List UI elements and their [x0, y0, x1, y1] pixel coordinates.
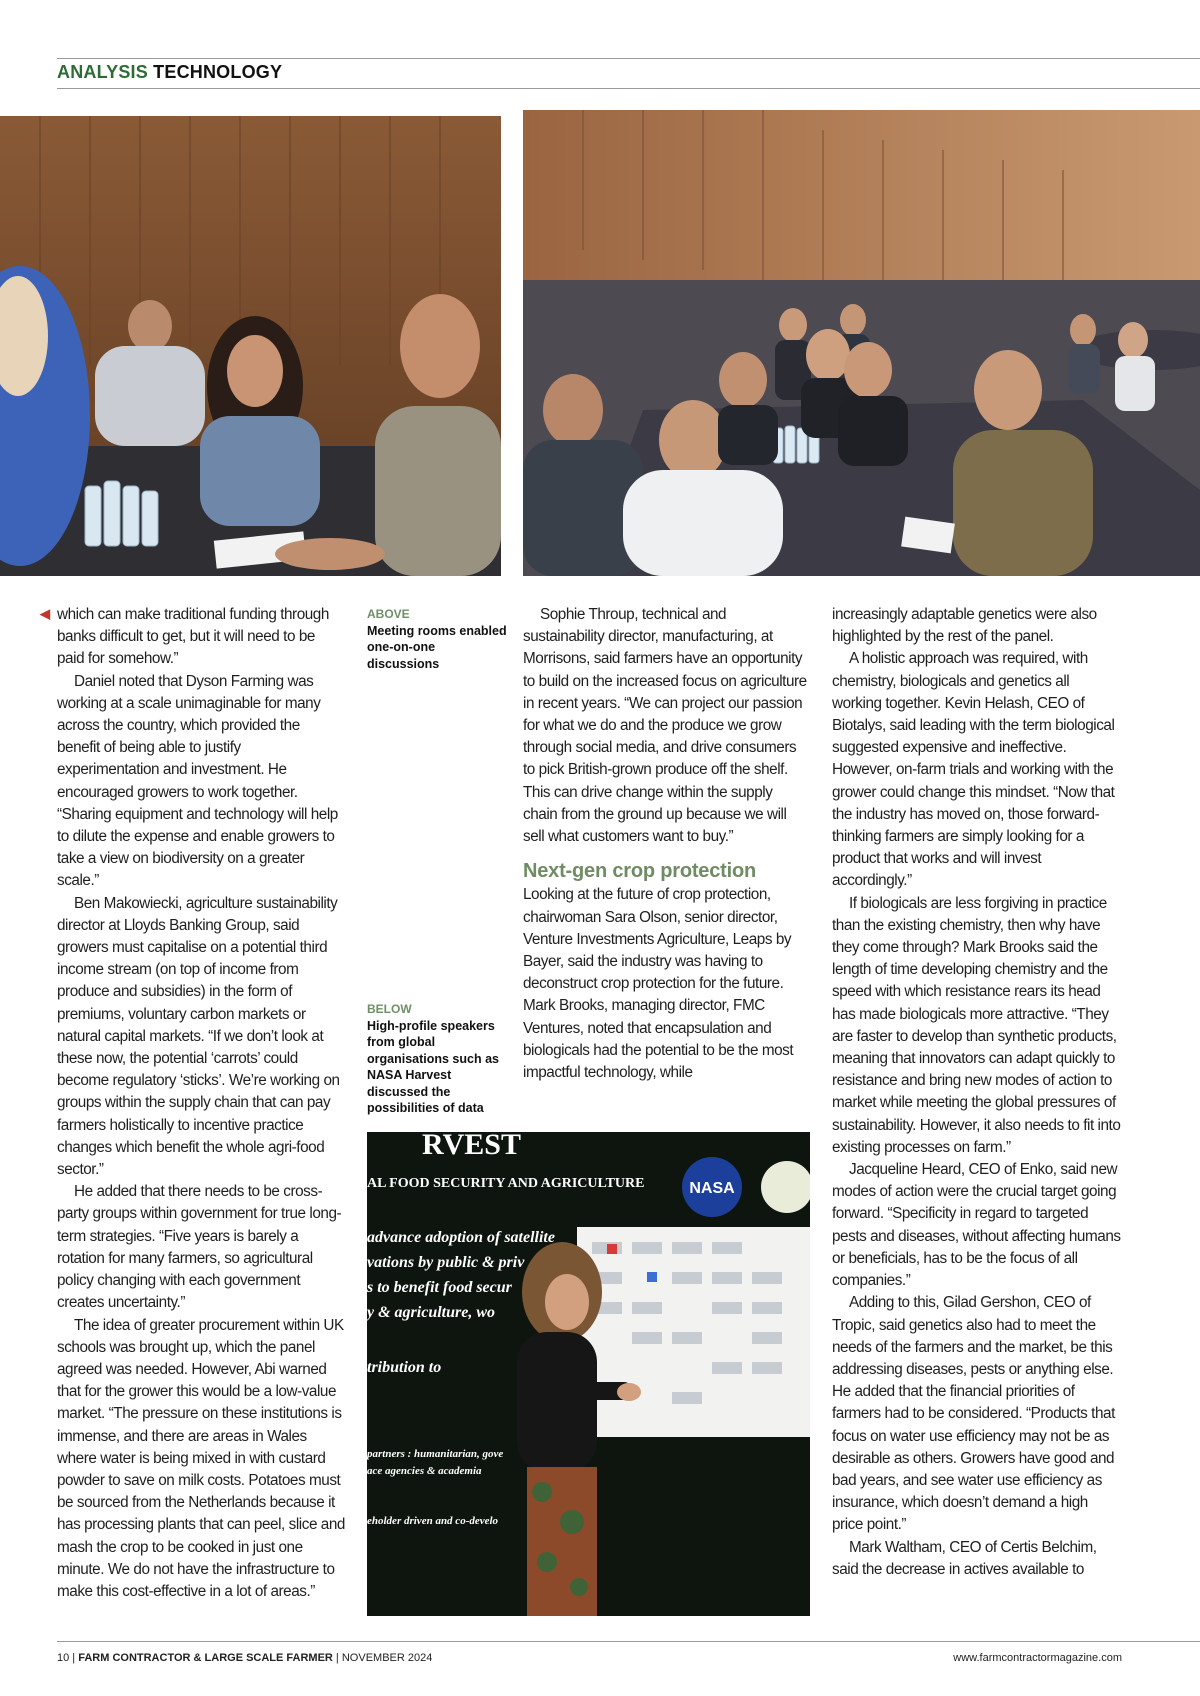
- issue-date: NOVEMBER 2024: [341, 1652, 433, 1664]
- section-header: [57, 62, 282, 83]
- continuation-arrow-icon: ◀: [40, 606, 50, 621]
- photo-meeting-room: [523, 110, 1200, 576]
- paragraph: Jacqueline Heard, CEO of Enko, said new modes of action were the crucial target going forward. “Specificity in regard to targeted pests and diseases, without affecting humans or beneficials, has to be the focus of all companies.”: [832, 1161, 1121, 1290]
- slide-text-line: vations by public & priv: [367, 1254, 525, 1271]
- photo-nasa-harvest-speaker-image: [367, 1132, 810, 1616]
- footer-publication-info: 10 | FARM CONTRACTOR & LARGE SCALE FARMER | NOVEMBER 2024: [57, 1652, 433, 1664]
- paragraph: A holistic approach was required, with chemistry, biologicals and genetics all working together. Kevin Helash, CEO of Biotalys, said leading with the term biological suggested expensive and ineffective. However, on-farm trials and working with the grower could change this mindset. “Now that the industry has moved on, those forward-thinking farmers are simply looking for a product that works and will invest accordingly.”: [832, 650, 1115, 890]
- caption-text: High-profile speakers from global organisations such as NASA Harvest discussed the possibilities of data: [367, 1018, 499, 1115]
- slide-text-line: eholder driven and co-develo: [367, 1515, 499, 1527]
- slide-text-line: y & agriculture, wo: [367, 1304, 496, 1321]
- paragraph: Adding to this, Gilad Gershon, CEO of Tropic, said genetics also had to meet the needs of the farmers and the market, be this addressing diseases, pests or anything else. He added that the financial priorities of farmers had to be considered. “Products that focus on water use efficiency may not be as desirable as others. Growers have good and bad years, and see water use efficiency as insurance, which doesn’t demand a high price point.”: [832, 1294, 1115, 1534]
- slide-text-line: ace agencies & academia: [367, 1465, 482, 1477]
- subheading: Next-gen crop protection: [523, 860, 756, 883]
- header-top-rule: [57, 58, 1200, 59]
- paragraph: Mark Waltham, CEO of Certis Belchim, said the decrease in actives available to: [832, 1538, 1097, 1578]
- article-column-4: [832, 604, 1122, 1581]
- caption-label: BELOW: [367, 1002, 412, 1016]
- footer-rule: [57, 1641, 1200, 1642]
- paragraph: Daniel noted that Dyson Farming was working at a scale unimaginable for many across the country, which provided the benefit of being able to justify experimentation and investment. He encouraged growers to work together. “Sharing equipment and technology will help to dilute the expense and enable growers to take a view on biodiversity on a greater scale.”: [57, 672, 338, 890]
- footer-website: www.farmcontractormagazine.com: [953, 1652, 1122, 1664]
- publication-name: FARM CONTRACTOR & LARGE SCALE FARMER: [78, 1652, 333, 1664]
- paragraph: Looking at the future of crop protection, chairwoman Sara Olson, senior director, Venture Investments Agriculture, Leaps by Bayer, said the industry was having to deconstruct crop protection for the future. Mark Brooks, managing director, FMC Ventures, noted that encapsulation and biologicals had the potential to be the most impactful technology, while: [523, 886, 794, 1082]
- slide-text-line: tribution to: [367, 1359, 442, 1376]
- slide-text-line: partners : humanitarian, gove: [367, 1448, 504, 1460]
- article-column-1: [57, 604, 345, 1603]
- page-number: 10: [57, 1652, 70, 1664]
- slide-text-line: s to benefit food secur: [367, 1279, 512, 1296]
- paragraph: Sophie Throup, technical and sustainability director, manufacturing, at Morrisons, said farmers have an opportunity to build on the increased focus on agriculture in recent years. “We can project our passion for what we do and the produce we grow through social media, and drive consumers to pick British-grown produce off the shelf. This can drive change within the supply chain from the ground up because we will sell what customers want to buy.”: [523, 606, 807, 846]
- caption-above: [367, 606, 507, 672]
- section-label: ANALYSIS: [57, 62, 148, 82]
- paragraph: If biologicals are less forgiving in practice than the existing chemistry, then why have they come through? Mark Brooks said the length of time developing chemistry and the speed with which resistance rears its head has made biologicals more attractive. “They are faster to develop than synthetic products, meaning that innovators can adapt quickly to resistance and bring new modes of action to market while meeting the global pressures of sustainability. However, it also needs to fit into existing processes on farm.”: [832, 894, 1121, 1156]
- paragraph: The idea of greater procurement within UK schools was brought up, which the panel agreed was needed. However, Abi warned that for the grower this would be a low-value market. “The pressure on these institutions is immense, and there are areas in Wales where water is being mixed in with custard powder to save on milk costs. Potatoes must be sourced from the Netherlands because it has processing plants that can peel, slice and mash the crop to be cooked in just one minute. We do not have the infrastructure to make this cost-effective in a lot of areas.”: [57, 1316, 345, 1600]
- caption-text: Meeting rooms enabled one-on-one discussions: [367, 623, 507, 671]
- paragraph: increasingly adaptable genetics were also highlighted by the rest of the panel.: [832, 606, 1097, 646]
- paragraph: Ben Makowiecki, agriculture sustainability director at Lloyds Banking Group, said growers must capitalise on a potential third income stream (on top of income from produce and subsidies) in the form of premiums, voluntary carbon markets or natural capital markets. “If we don’t look at these now, the potential ‘carrots’ could become regulatory ‘sticks’. We’re working on groups within the supply chain that can pay farmers holistically to incentive practice changes which benefit the whole agri-food sector.”: [57, 894, 340, 1179]
- photo-delegates-closeup-image: [0, 116, 501, 576]
- slide-subtitle-text: AL FOOD SECURITY AND AGRICULTURE: [367, 1176, 645, 1191]
- header-bottom-rule: [57, 88, 1200, 89]
- paragraph: which can make traditional funding through banks difficult to get, but it will need to be paid for somehow.”: [57, 606, 329, 668]
- slide-title-text: RVEST: [422, 1132, 521, 1161]
- slide-text-line: advance adoption of satellite: [367, 1229, 555, 1246]
- caption-label: ABOVE: [367, 607, 410, 621]
- photo-nasa-harvest-speaker: [367, 1132, 810, 1616]
- topic-label: TECHNOLOGY: [153, 62, 283, 82]
- photo-delegates-closeup: [0, 116, 501, 576]
- paragraph: He added that there needs to be cross-party groups within government for true long-term strategies. “Five years is barely a rotation for many farmers, so agricultural policy changing with each government creates uncertainty.”: [57, 1183, 342, 1312]
- nasa-logo-text: NASA: [689, 1180, 735, 1197]
- photo-meeting-room-image: [523, 110, 1200, 576]
- caption-below: [367, 1001, 507, 1117]
- article-column-3: [523, 604, 808, 1084]
